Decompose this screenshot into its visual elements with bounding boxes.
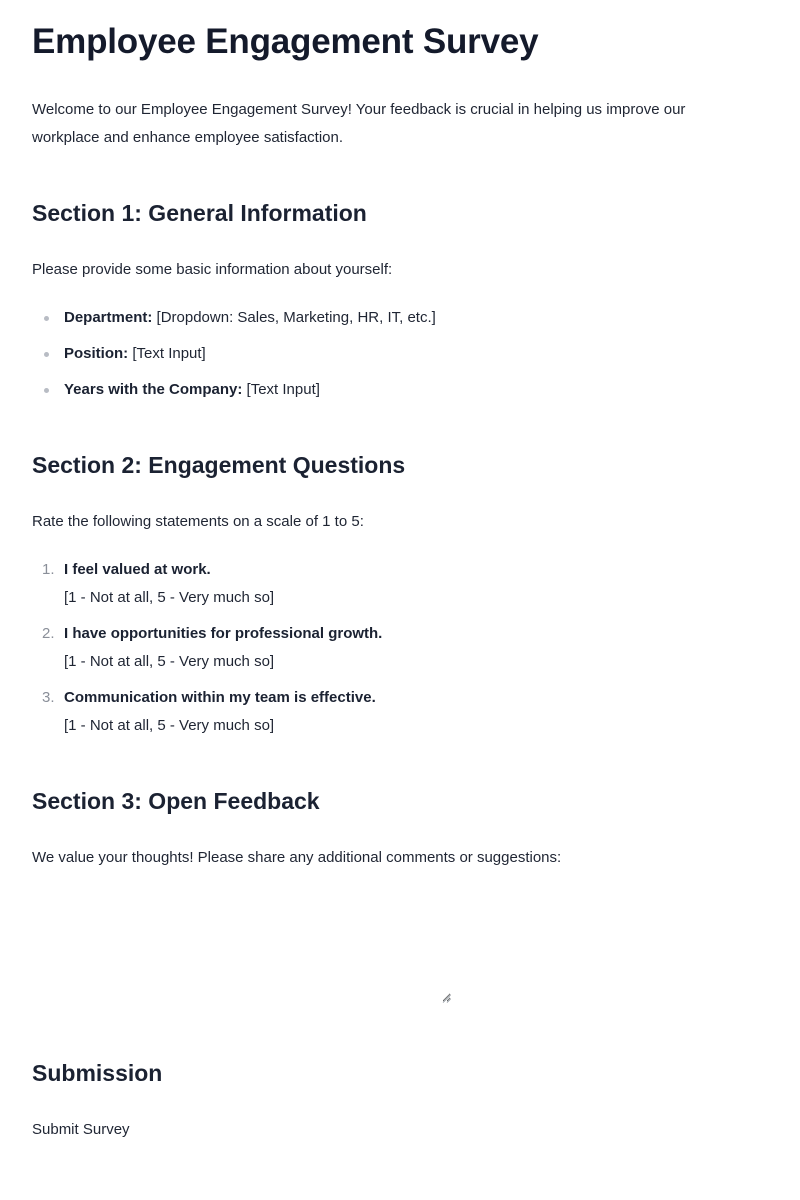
question-statement: I have opportunities for professional growth. (64, 625, 383, 642)
question-scale: [1 - Not at all, 5 - Very much so] (64, 717, 275, 734)
section-3-heading: Section 3: Open Feedback (32, 788, 320, 814)
submit-survey-button[interactable]: Submit Survey (32, 1116, 130, 1144)
question-item (32, 556, 382, 620)
section-2-prompt: Rate the following statements on a scale of 1 to 5: (32, 513, 364, 530)
years-label: Years with the Company: (64, 381, 243, 398)
section-1-heading: Section 1: General Information (32, 200, 367, 226)
question-statement: I feel valued at work. (64, 561, 211, 578)
feedback-textarea[interactable] (32, 886, 451, 1002)
question-item (32, 620, 382, 684)
department-label: Department: (64, 309, 153, 326)
years-value: [Text Input] (246, 381, 320, 398)
department-value: [Dropdown: Sales, Marketing, HR, IT, etc.] (156, 309, 436, 326)
question-statement: Communication within my team is effective. (64, 689, 376, 706)
section-3-prompt: We value your thoughts! Please share any additional comments or suggestions: (32, 849, 562, 866)
resize-grip-icon[interactable] (442, 994, 451, 1003)
bullet-icon (44, 316, 49, 321)
position-value: [Text Input] (132, 345, 206, 362)
section-2-heading: Section 2: Engagement Questions (32, 452, 406, 478)
list-item-years (32, 376, 436, 412)
list-item-department (32, 304, 436, 340)
bullet-icon (44, 388, 49, 393)
position-label: Position: (64, 345, 129, 362)
section-1-prompt: Please provide some basic information about yourself: (32, 261, 393, 278)
page-title: Employee Engagement Survey (32, 22, 539, 61)
general-info-list (32, 304, 436, 412)
question-scale: [1 - Not at all, 5 - Very much so] (64, 589, 275, 606)
bullet-icon (44, 352, 49, 357)
question-number: 1. (42, 561, 55, 578)
engagement-questions-list (32, 556, 382, 748)
question-number: 2. (42, 625, 55, 642)
question-item (32, 684, 382, 748)
question-number: 3. (42, 689, 55, 706)
question-scale: [1 - Not at all, 5 - Very much so] (64, 653, 275, 670)
list-item-position (32, 340, 436, 376)
intro-text: Welcome to our Employee Engagement Survey! Your feedback is crucial in helping us improve our workplace and enhance employee satisfaction. (32, 101, 686, 146)
submission-heading: Submission (32, 1060, 163, 1086)
